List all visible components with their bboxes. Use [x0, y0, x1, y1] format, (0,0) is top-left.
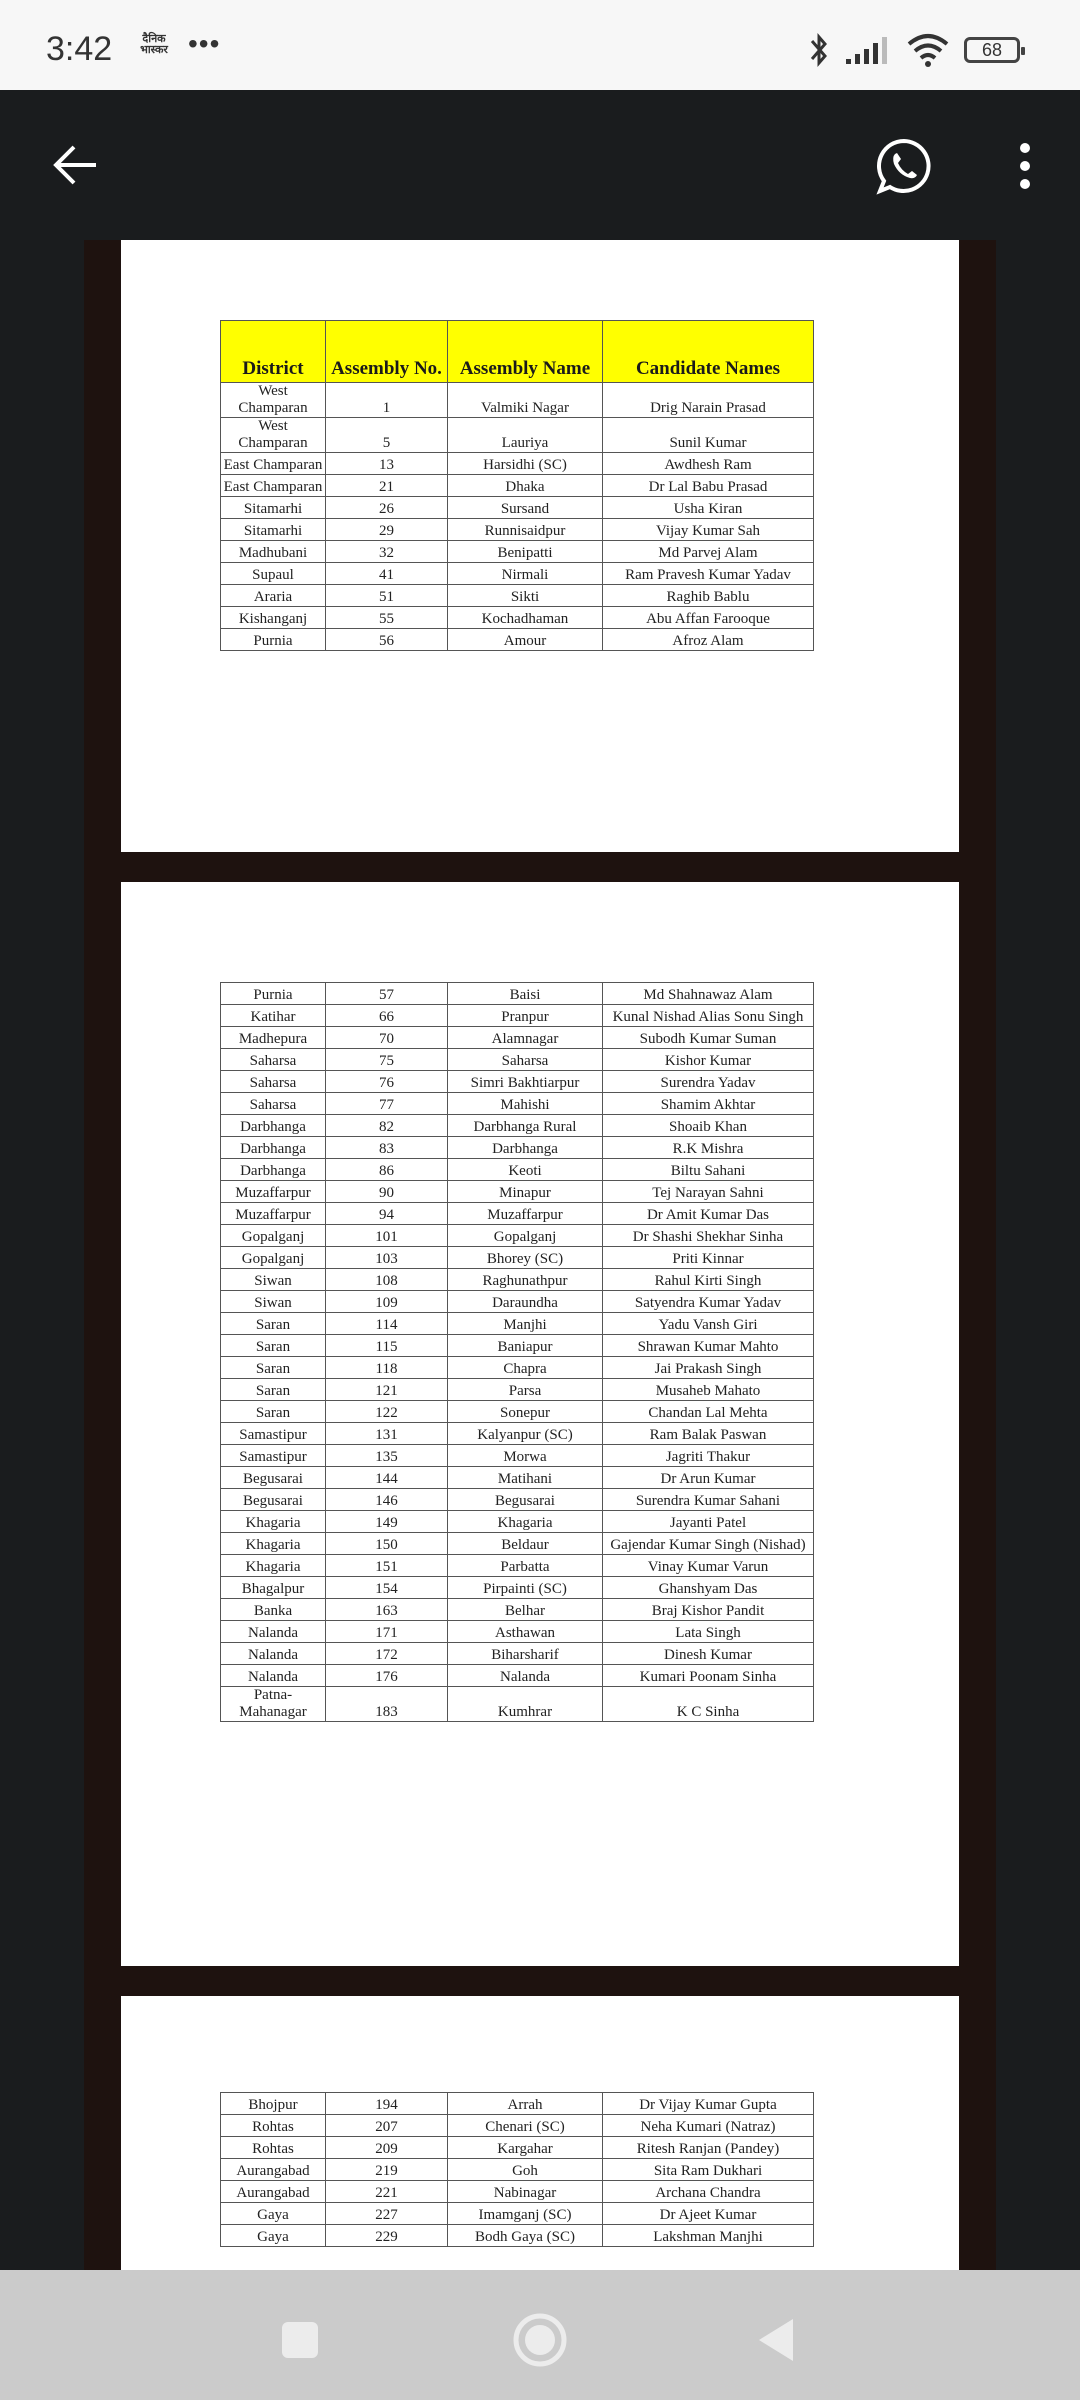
candidate-name-cell: Lakshman Manjhi	[603, 2225, 814, 2247]
back-button[interactable]	[40, 140, 110, 190]
district-cell: Samastipur	[221, 1423, 326, 1445]
document-page-3	[121, 1996, 959, 2270]
candidate-name-cell: Ghanshyam Das	[603, 1577, 814, 1599]
district-cell: Banka	[221, 1599, 326, 1621]
assembly-no-cell: 149	[326, 1511, 448, 1533]
table-row	[221, 497, 814, 519]
candidate-name-cell: Ram Balak Paswan	[603, 1423, 814, 1445]
assembly-name-cell: Alamnagar	[448, 1027, 603, 1049]
candidate-name-cell: Dr Ajeet Kumar	[603, 2203, 814, 2225]
district-cell: Khagaria	[221, 1511, 326, 1533]
district-cell: Khagaria	[221, 1533, 326, 1555]
candidate-name-cell: Kumari Poonam Sinha	[603, 1665, 814, 1687]
assembly-no-cell: 103	[326, 1247, 448, 1269]
status-bar	[0, 0, 1080, 90]
district-cell: Madhepura	[221, 1027, 326, 1049]
table-row	[221, 2203, 814, 2225]
district-cell: Rohtas	[221, 2115, 326, 2137]
table-row	[221, 2225, 814, 2247]
candidate-name-cell: Braj Kishor Pandit	[603, 1599, 814, 1621]
assembly-name-cell: Asthawan	[448, 1621, 603, 1643]
app-bar	[0, 90, 1080, 240]
table-row	[221, 1445, 814, 1467]
assembly-no-cell: 183	[326, 1687, 448, 1722]
district-cell: Kishanganj	[221, 607, 326, 629]
assembly-name-cell: Valmiki Nagar	[448, 383, 603, 418]
candidate-name-cell: Dr Arun Kumar	[603, 1467, 814, 1489]
district-cell: Gaya	[221, 2203, 326, 2225]
system-nav-bar	[0, 2270, 1080, 2400]
back-arrow-icon	[50, 143, 100, 187]
document-page-1	[121, 240, 959, 852]
assembly-no-cell: 75	[326, 1049, 448, 1071]
assembly-no-cell: 86	[326, 1159, 448, 1181]
district-cell: Saharsa	[221, 1093, 326, 1115]
assembly-no-cell: 209	[326, 2137, 448, 2159]
candidate-name-cell: Gajendar Kumar Singh (Nishad)	[603, 1533, 814, 1555]
candidate-name-cell: Abu Affan Farooque	[603, 607, 814, 629]
assembly-name-cell: Parbatta	[448, 1555, 603, 1577]
table-row	[221, 1687, 814, 1722]
assembly-no-cell: 77	[326, 1093, 448, 1115]
candidate-name-cell: Sunil Kumar	[603, 418, 814, 453]
district-cell: Rohtas	[221, 2137, 326, 2159]
district-cell: Sitamarhi	[221, 519, 326, 541]
candidate-name-cell: Sita Ram Dukhari	[603, 2159, 814, 2181]
candidate-name-cell: Archana Chandra	[603, 2181, 814, 2203]
table-header-row	[221, 321, 814, 383]
assembly-name-cell: Sonepur	[448, 1401, 603, 1423]
table-row	[221, 1203, 814, 1225]
assembly-name-cell: Dhaka	[448, 475, 603, 497]
candidate-name-cell: Satyendra Kumar Yadav	[603, 1291, 814, 1313]
assembly-name-cell: Kumhrar	[448, 1687, 603, 1722]
table-row	[221, 1027, 814, 1049]
battery-icon	[964, 37, 1020, 63]
district-cell: Patna-Mahanagar	[221, 1687, 326, 1722]
district-cell: Purnia	[221, 983, 326, 1005]
assembly-name-cell: Beldaur	[448, 1533, 603, 1555]
district-cell: Aurangabad	[221, 2181, 326, 2203]
assembly-name-cell: Muzaffarpur	[448, 1203, 603, 1225]
assembly-no-cell: 5	[326, 418, 448, 453]
assembly-no-cell: 121	[326, 1379, 448, 1401]
district-cell: Saran	[221, 1313, 326, 1335]
assembly-no-cell: 194	[326, 2093, 448, 2115]
table-row	[221, 983, 814, 1005]
assembly-no-cell: 109	[326, 1291, 448, 1313]
candidate-name-cell: Kunal Nishad Alias Sonu Singh	[603, 1005, 814, 1027]
assembly-name-cell: Kalyanpur (SC)	[448, 1423, 603, 1445]
table-row	[221, 1577, 814, 1599]
assembly-no-cell: 219	[326, 2159, 448, 2181]
assembly-name-cell: Simri Bakhtiarpur	[448, 1071, 603, 1093]
candidate-name-cell: Shamim Akhtar	[603, 1093, 814, 1115]
table-row	[221, 453, 814, 475]
assembly-name-cell: Chapra	[448, 1357, 603, 1379]
assembly-name-cell: Manjhi	[448, 1313, 603, 1335]
candidate-name-cell: Shoaib Khan	[603, 1115, 814, 1137]
candidate-name-cell: Drig Narain Prasad	[603, 383, 814, 418]
district-cell: Gopalganj	[221, 1225, 326, 1247]
candidate-name-cell: Vijay Kumar Sah	[603, 519, 814, 541]
candidate-name-cell: Neha Kumari (Natraz)	[603, 2115, 814, 2137]
home-button[interactable]	[505, 2305, 575, 2375]
district-cell: West Champaran	[221, 383, 326, 418]
assembly-name-cell: Nirmali	[448, 563, 603, 585]
table-row	[221, 1115, 814, 1137]
assembly-name-cell: Sikti	[448, 585, 603, 607]
candidate-name-cell: Ritesh Ranjan (Pandey)	[603, 2137, 814, 2159]
district-cell: Katihar	[221, 1005, 326, 1027]
table-row	[221, 1467, 814, 1489]
candidate-name-cell: Md Shahnawaz Alam	[603, 983, 814, 1005]
candidate-name-cell: Ram Pravesh Kumar Yadav	[603, 563, 814, 585]
candidate-name-cell: Tej Narayan Sahni	[603, 1181, 814, 1203]
battery-level: 68	[981, 39, 1003, 60]
table-row	[221, 563, 814, 585]
table-row	[221, 2159, 814, 2181]
assembly-no-cell: 70	[326, 1027, 448, 1049]
candidate-name-cell: Yadu Vansh Giri	[603, 1313, 814, 1335]
district-cell: Darbhanga	[221, 1137, 326, 1159]
assembly-name-cell: Biharsharif	[448, 1643, 603, 1665]
candidate-name-cell: Rahul Kirti Singh	[603, 1269, 814, 1291]
district-cell: Purnia	[221, 629, 326, 651]
table-row	[221, 2093, 814, 2115]
table-row	[221, 1643, 814, 1665]
candidate-name-cell: Vinay Kumar Varun	[603, 1555, 814, 1577]
assembly-name-cell: Imamganj (SC)	[448, 2203, 603, 2225]
assembly-name-cell: Begusarai	[448, 1489, 603, 1511]
candidate-name-cell: Dr Shashi Shekhar Sinha	[603, 1225, 814, 1247]
district-cell: Madhubani	[221, 541, 326, 563]
table-row	[221, 475, 814, 497]
assembly-no-cell: 176	[326, 1665, 448, 1687]
district-cell: Muzaffarpur	[221, 1181, 326, 1203]
assembly-no-cell: 90	[326, 1181, 448, 1203]
table-row	[221, 1423, 814, 1445]
candidate-name-cell: Biltu Sahani	[603, 1159, 814, 1181]
table-row	[221, 1621, 814, 1643]
assembly-no-cell: 135	[326, 1445, 448, 1467]
candidate-name-cell: Raghib Bablu	[603, 585, 814, 607]
table-row	[221, 1313, 814, 1335]
assembly-no-cell: 146	[326, 1489, 448, 1511]
header-district: District	[221, 321, 326, 383]
assembly-no-cell: 55	[326, 607, 448, 629]
candidate-name-cell: Dr Amit Kumar Das	[603, 1203, 814, 1225]
table-row	[221, 1357, 814, 1379]
assembly-no-cell: 171	[326, 1621, 448, 1643]
district-cell: Gaya	[221, 2225, 326, 2247]
assembly-name-cell: Daraundha	[448, 1291, 603, 1313]
candidate-name-cell: Surendra Kumar Sahani	[603, 1489, 814, 1511]
signal-icon	[844, 35, 892, 65]
assembly-name-cell: Chenari (SC)	[448, 2115, 603, 2137]
district-cell: Nalanda	[221, 1643, 326, 1665]
assembly-name-cell: Bhorey (SC)	[448, 1247, 603, 1269]
more-notifications-icon: •••	[188, 28, 221, 59]
assembly-no-cell: 21	[326, 475, 448, 497]
candidates-table-page-2	[220, 982, 814, 1722]
district-cell: Saran	[221, 1357, 326, 1379]
table-row	[221, 1555, 814, 1577]
assembly-name-cell: Saharsa	[448, 1049, 603, 1071]
assembly-no-cell: 114	[326, 1313, 448, 1335]
district-cell: Begusarai	[221, 1467, 326, 1489]
assembly-name-cell: Pirpainti (SC)	[448, 1577, 603, 1599]
bluetooth-icon	[808, 32, 830, 68]
assembly-no-cell: 154	[326, 1577, 448, 1599]
table-row	[221, 1181, 814, 1203]
assembly-name-cell: Raghunathpur	[448, 1269, 603, 1291]
candidate-name-cell: Subodh Kumar Suman	[603, 1027, 814, 1049]
table-row	[221, 1159, 814, 1181]
table-row	[221, 541, 814, 563]
assembly-no-cell: 101	[326, 1225, 448, 1247]
district-cell: Nalanda	[221, 1665, 326, 1687]
district-cell: Siwan	[221, 1269, 326, 1291]
table-row	[221, 629, 814, 651]
district-cell: Siwan	[221, 1291, 326, 1313]
assembly-no-cell: 150	[326, 1533, 448, 1555]
candidate-name-cell: Surendra Yadav	[603, 1071, 814, 1093]
district-cell: Saharsa	[221, 1071, 326, 1093]
candidate-name-cell: Jayanti Patel	[603, 1511, 814, 1533]
candidate-name-cell: Usha Kiran	[603, 497, 814, 519]
district-cell: Khagaria	[221, 1555, 326, 1577]
assembly-no-cell: 131	[326, 1423, 448, 1445]
district-cell: West Champaran	[221, 418, 326, 453]
assembly-name-cell: Khagaria	[448, 1511, 603, 1533]
table-row	[221, 1137, 814, 1159]
assembly-name-cell: Parsa	[448, 1379, 603, 1401]
table-row	[221, 1049, 814, 1071]
assembly-name-cell: Darbhanga	[448, 1137, 603, 1159]
assembly-name-cell: Mahishi	[448, 1093, 603, 1115]
table-row	[221, 1291, 814, 1313]
assembly-name-cell: Morwa	[448, 1445, 603, 1467]
table-row	[221, 1379, 814, 1401]
assembly-no-cell: 57	[326, 983, 448, 1005]
table-row	[221, 383, 814, 418]
table-row	[221, 2137, 814, 2159]
assembly-no-cell: 1	[326, 383, 448, 418]
assembly-name-cell: Minapur	[448, 1181, 603, 1203]
district-cell: Darbhanga	[221, 1159, 326, 1181]
assembly-name-cell: Gopalganj	[448, 1225, 603, 1247]
assembly-no-cell: 227	[326, 2203, 448, 2225]
assembly-name-cell: Kochadhaman	[448, 607, 603, 629]
assembly-no-cell: 151	[326, 1555, 448, 1577]
assembly-no-cell: 13	[326, 453, 448, 475]
candidate-name-cell: R.K Mishra	[603, 1137, 814, 1159]
assembly-name-cell: Sursand	[448, 497, 603, 519]
assembly-name-cell: Baniapur	[448, 1335, 603, 1357]
table-row	[221, 1093, 814, 1115]
assembly-no-cell: 41	[326, 563, 448, 585]
candidate-name-cell: Chandan Lal Mehta	[603, 1401, 814, 1423]
assembly-no-cell: 108	[326, 1269, 448, 1291]
district-cell: Gopalganj	[221, 1247, 326, 1269]
table-row	[221, 1269, 814, 1291]
recents-button[interactable]	[270, 2310, 330, 2370]
assembly-no-cell: 118	[326, 1357, 448, 1379]
status-time: 3:42	[46, 30, 113, 68]
district-cell: Araria	[221, 585, 326, 607]
assembly-no-cell: 115	[326, 1335, 448, 1357]
assembly-no-cell: 82	[326, 1115, 448, 1137]
assembly-name-cell: Lauriya	[448, 418, 603, 453]
district-cell: East Champaran	[221, 475, 326, 497]
district-cell: Nalanda	[221, 1621, 326, 1643]
district-cell: Bhagalpur	[221, 1577, 326, 1599]
candidate-name-cell: Jagriti Thakur	[603, 1445, 814, 1467]
more-vert-icon	[1018, 142, 1032, 190]
district-cell: Darbhanga	[221, 1115, 326, 1137]
assembly-no-cell: 144	[326, 1467, 448, 1489]
assembly-name-cell: Pranpur	[448, 1005, 603, 1027]
assembly-name-cell: Nalanda	[448, 1665, 603, 1687]
table-row	[221, 1335, 814, 1357]
assembly-name-cell: Kargahar	[448, 2137, 603, 2159]
assembly-name-cell: Belhar	[448, 1599, 603, 1621]
app-notification-icon: दैनिक भास्कर	[140, 33, 168, 56]
table-row	[221, 1599, 814, 1621]
candidates-table-page-3	[220, 2092, 814, 2247]
status-icons	[808, 32, 1020, 68]
assembly-name-cell: Amour	[448, 629, 603, 651]
assembly-no-cell: 32	[326, 541, 448, 563]
district-cell: East Champaran	[221, 453, 326, 475]
assembly-name-cell: Matihani	[448, 1467, 603, 1489]
table-row	[221, 418, 814, 453]
table-row	[221, 2181, 814, 2203]
table-row	[221, 1071, 814, 1093]
more-options-button[interactable]	[1005, 134, 1045, 198]
wifi-icon	[906, 32, 950, 68]
assembly-no-cell: 26	[326, 497, 448, 519]
district-cell: Saharsa	[221, 1049, 326, 1071]
district-cell: Supaul	[221, 563, 326, 585]
table-row	[221, 1665, 814, 1687]
document-viewer[interactable]	[84, 240, 996, 2270]
district-cell: Bhojpur	[221, 2093, 326, 2115]
candidate-name-cell: Afroz Alam	[603, 629, 814, 651]
assembly-no-cell: 76	[326, 1071, 448, 1093]
assembly-no-cell: 221	[326, 2181, 448, 2203]
table-row	[221, 585, 814, 607]
share-whatsapp-button[interactable]	[872, 134, 936, 198]
assembly-no-cell: 29	[326, 519, 448, 541]
assembly-no-cell: 94	[326, 1203, 448, 1225]
candidate-name-cell: Priti Kinnar	[603, 1247, 814, 1269]
header-assembly-name: Assembly Name	[448, 321, 603, 383]
assembly-no-cell: 163	[326, 1599, 448, 1621]
table-row	[221, 519, 814, 541]
table-row	[221, 1005, 814, 1027]
table-row	[221, 1511, 814, 1533]
candidate-name-cell: Kishor Kumar	[603, 1049, 814, 1071]
candidate-name-cell: Lata Singh	[603, 1621, 814, 1643]
candidate-name-cell: Jai Prakash Singh	[603, 1357, 814, 1379]
table-row	[221, 1247, 814, 1269]
candidate-name-cell: Awdhesh Ram	[603, 453, 814, 475]
back-icon	[755, 2317, 795, 2363]
header-candidate-names: Candidate Names	[603, 321, 814, 383]
assembly-no-cell: 66	[326, 1005, 448, 1027]
district-cell: Muzaffarpur	[221, 1203, 326, 1225]
assembly-name-cell: Runnisaidpur	[448, 519, 603, 541]
district-cell: Sitamarhi	[221, 497, 326, 519]
assembly-name-cell: Arrah	[448, 2093, 603, 2115]
table-row	[221, 607, 814, 629]
assembly-no-cell: 172	[326, 1643, 448, 1665]
assembly-name-cell: Benipatti	[448, 541, 603, 563]
assembly-name-cell: Bodh Gaya (SC)	[448, 2225, 603, 2247]
candidates-table-page-1	[220, 320, 814, 651]
assembly-name-cell: Nabinagar	[448, 2181, 603, 2203]
candidate-name-cell: Dr Vijay Kumar Gupta	[603, 2093, 814, 2115]
header-assembly-no: Assembly No.	[326, 321, 448, 383]
candidate-name-cell: Musaheb Mahato	[603, 1379, 814, 1401]
district-cell: Saran	[221, 1401, 326, 1423]
district-cell: Saran	[221, 1379, 326, 1401]
nav-back-button[interactable]	[745, 2310, 805, 2370]
whatsapp-icon	[875, 137, 933, 195]
recents-icon	[280, 2320, 320, 2360]
table-row	[221, 1489, 814, 1511]
assembly-no-cell: 51	[326, 585, 448, 607]
assembly-name-cell: Darbhanga Rural	[448, 1115, 603, 1137]
candidate-name-cell: Shrawan Kumar Mahto	[603, 1335, 814, 1357]
candidate-name-cell: Dinesh Kumar	[603, 1643, 814, 1665]
district-cell: Samastipur	[221, 1445, 326, 1467]
home-icon	[512, 2312, 568, 2368]
district-cell: Aurangabad	[221, 2159, 326, 2181]
assembly-name-cell: Harsidhi (SC)	[448, 453, 603, 475]
table-row	[221, 1533, 814, 1555]
assembly-name-cell: Keoti	[448, 1159, 603, 1181]
district-cell: Begusarai	[221, 1489, 326, 1511]
document-page-2	[121, 882, 959, 1966]
candidate-name-cell: Md Parvej Alam	[603, 541, 814, 563]
table-row	[221, 1225, 814, 1247]
assembly-name-cell: Goh	[448, 2159, 603, 2181]
candidate-name-cell: K C Sinha	[603, 1687, 814, 1722]
assembly-name-cell: Baisi	[448, 983, 603, 1005]
candidate-name-cell: Dr Lal Babu Prasad	[603, 475, 814, 497]
assembly-no-cell: 56	[326, 629, 448, 651]
assembly-no-cell: 207	[326, 2115, 448, 2137]
assembly-no-cell: 229	[326, 2225, 448, 2247]
district-cell: Saran	[221, 1335, 326, 1357]
assembly-no-cell: 83	[326, 1137, 448, 1159]
table-row	[221, 1401, 814, 1423]
table-row	[221, 2115, 814, 2137]
assembly-no-cell: 122	[326, 1401, 448, 1423]
